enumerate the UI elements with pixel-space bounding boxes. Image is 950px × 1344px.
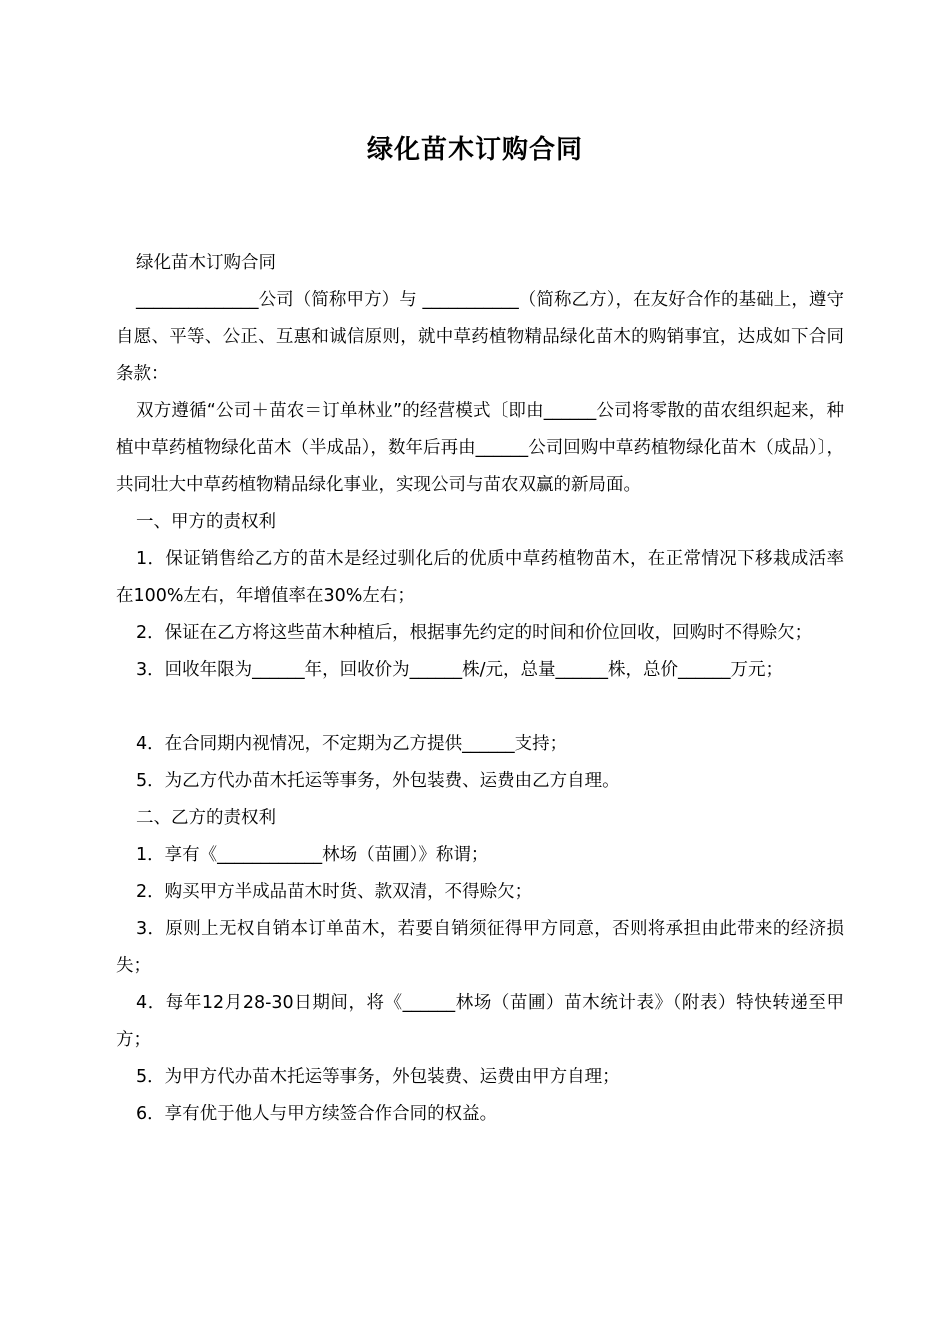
document-title: 绿化苗木订购合同 [366, 135, 583, 165]
party-a-clause-1: 1．保证销售给乙方的苗木是经过驯化后的优质中草药植物苗木，在正常情况下移栽成活率在100%左右，年增值率在30%左右； [116, 549, 844, 606]
party-b-clause-5: 5．为甲方代办苗木托运等事务，外包装费、运费由甲方自理； [136, 1067, 620, 1087]
business-model-paragraph: 双方遵循“公司＋苗农＝订单林业”的经营模式〔即由______公司将零散的苗农组织起来，种植中草药植物绿化苗木（半成品），数年后再由______公司回购中草药植物绿化苗木（成品）〕，共同壮大中草药植物精品绿化事业，实现公司与苗农双赢的新局面。 [116, 401, 844, 495]
section-heading-party-a: 一、甲方的责权利 [136, 512, 276, 532]
party-b-clause-4: 4．每年12月28-30日期间，将《______林场（苗圃）苗木统计表》（附表）特快转递至甲方； [116, 993, 844, 1050]
party-a-clause-4: 4．在合同期内视情况，不定期为乙方提供______支持； [136, 734, 568, 754]
intro-heading: 绿化苗木订购合同 [136, 253, 276, 273]
section-heading-party-b: 二、乙方的责权利 [136, 808, 276, 828]
parties-paragraph: ______________公司（简称甲方）与 ___________（简称乙方），在友好合作的基础上，遵守自愿、平等、公正、互惠和诚信原则，就中草药植物精品绿化苗木的购销事宜，达成如下合同条款： [116, 290, 844, 384]
party-b-clause-1: 1．享有《____________林场（苗圃）》称谓； [136, 845, 489, 865]
party-b-clause-6: 6．享有优于他人与甲方续签合作合同的权益。 [136, 1104, 498, 1124]
party-b-clause-3: 3．原则上无权自销本订单苗木，若要自销须征得甲方同意，否则将承担由此带来的经济损失； [116, 919, 844, 976]
party-a-clause-2: 2．保证在乙方将这些苗木种植后，根据事先约定的时间和价位回收，回购时不得赊欠； [136, 623, 813, 643]
party-a-clause-3: 3．回收年限为______年，回收价为______株/元，总量______株，总价______万元； [136, 660, 784, 680]
party-b-clause-2: 2．购买甲方半成品苗木时货、款双清，不得赊欠； [136, 882, 533, 902]
party-a-clause-5: 5．为乙方代办苗木托运等事务，外包装费、运费由乙方自理。 [136, 771, 620, 791]
blank-line [116, 689, 844, 726]
document-body [116, 245, 844, 1133]
